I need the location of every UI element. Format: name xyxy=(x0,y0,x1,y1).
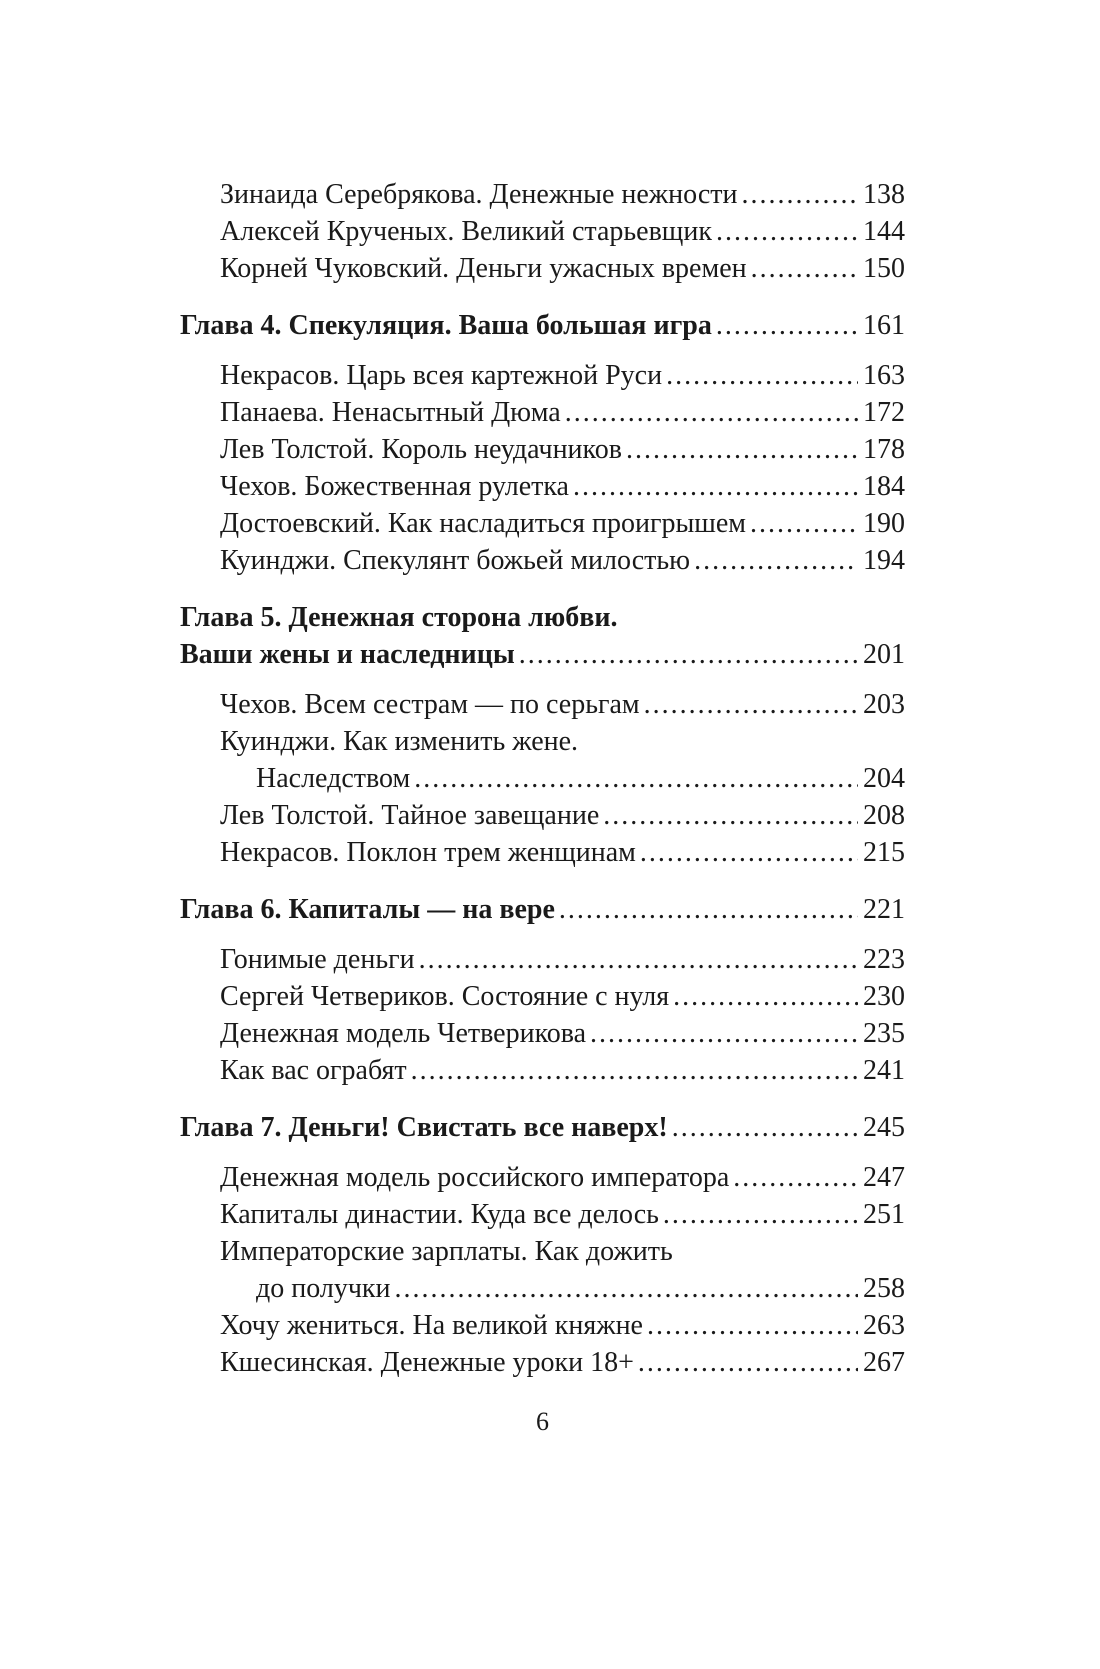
leader-dots xyxy=(647,1307,858,1344)
toc-entry xyxy=(180,1052,905,1089)
toc-line xyxy=(180,431,905,468)
toc-entry xyxy=(180,394,905,431)
toc-entry-text: Достоевский. Как насладиться проигрышем xyxy=(220,508,747,539)
leader-dots xyxy=(666,357,858,394)
toc-entry-text: Зинаида Серебрякова. Денежные нежности xyxy=(220,179,738,210)
toc-page-number: 221 xyxy=(863,894,905,925)
toc-page-number: 263 xyxy=(863,1310,905,1341)
toc-page-number: 258 xyxy=(863,1273,905,1304)
toc-line xyxy=(180,636,905,673)
leader-dots xyxy=(663,1196,858,1233)
toc-line xyxy=(180,394,905,431)
toc-entry-text: Гонимые деньги xyxy=(220,944,415,975)
toc-page-number: 230 xyxy=(863,981,905,1012)
toc-line xyxy=(180,1344,905,1381)
leader-dots xyxy=(638,1344,858,1381)
toc-page-number: 201 xyxy=(863,639,905,670)
toc-line xyxy=(180,941,905,978)
toc-entry-text: Куинджи. Спекулянт божьей милостью xyxy=(220,545,691,576)
toc-line xyxy=(180,978,905,1015)
toc-page-number: 194 xyxy=(863,545,905,576)
toc-line xyxy=(180,1015,905,1052)
leader-dots xyxy=(750,505,858,542)
toc-page-number: 223 xyxy=(863,944,905,975)
leader-dots xyxy=(419,941,858,978)
toc-line xyxy=(180,686,905,723)
toc-page-number: 235 xyxy=(863,1018,905,1049)
toc-page-number: 204 xyxy=(863,763,905,794)
toc-line xyxy=(180,505,905,542)
toc-entry-text: Куинджи. Как изменить жене. xyxy=(220,726,579,757)
toc-line xyxy=(180,760,905,797)
toc-page-number: 150 xyxy=(863,253,905,284)
toc-entry-text: Наследством xyxy=(256,763,411,794)
toc-page-number: 267 xyxy=(863,1347,905,1378)
toc-line xyxy=(180,834,905,871)
toc-page-number: 208 xyxy=(863,800,905,831)
toc-line xyxy=(180,176,905,213)
toc-entry xyxy=(180,797,905,834)
leader-dots xyxy=(603,797,858,834)
toc-entry xyxy=(180,1015,905,1052)
toc-entry xyxy=(180,1344,905,1381)
toc-line xyxy=(180,307,905,344)
toc-entry-text: Денежная модель российского императора xyxy=(220,1162,730,1193)
toc-entry-text: Глава 7. Деньги! Свистать все наверх! xyxy=(180,1112,668,1143)
toc-page-number: 144 xyxy=(863,216,905,247)
toc-line xyxy=(180,468,905,505)
leader-dots xyxy=(626,431,858,468)
toc-line xyxy=(180,599,905,636)
toc-entry-text: Корней Чуковский. Деньги ужасных времен xyxy=(220,253,747,284)
toc-page-number: 245 xyxy=(863,1112,905,1143)
toc-page-number: 161 xyxy=(863,310,905,341)
toc-entry-text: Хочу жениться. На великой княжне xyxy=(220,1310,643,1341)
leader-dots xyxy=(590,1015,858,1052)
toc-entry-text: Денежная модель Четверикова xyxy=(220,1018,587,1049)
toc-entry xyxy=(180,542,905,579)
toc-entry-text: Алексей Крученых. Великий старьевщик xyxy=(220,216,712,247)
leader-dots xyxy=(565,394,858,431)
toc-page-number: 172 xyxy=(863,397,905,428)
toc-chapter xyxy=(180,599,905,673)
toc-page-number: 215 xyxy=(863,837,905,868)
leader-dots xyxy=(741,176,858,213)
leader-dots xyxy=(672,1109,858,1146)
leader-dots xyxy=(414,760,858,797)
toc-line xyxy=(180,1109,905,1146)
toc-entry-text: Капиталы династии. Куда все делось xyxy=(220,1199,659,1230)
leader-dots xyxy=(640,834,858,871)
leader-dots xyxy=(559,891,858,928)
toc-line xyxy=(180,250,905,287)
toc-entry xyxy=(180,505,905,542)
toc-page-number: 138 xyxy=(863,179,905,210)
leader-dots xyxy=(751,250,858,287)
toc-chapter xyxy=(180,891,905,928)
leader-dots xyxy=(519,636,858,673)
leader-dots xyxy=(733,1159,858,1196)
toc-entry xyxy=(180,978,905,1015)
toc-line xyxy=(180,797,905,834)
toc-entry xyxy=(180,686,905,723)
leader-dots xyxy=(644,686,858,723)
page-number: 6 xyxy=(536,1407,549,1436)
toc-page-number: 241 xyxy=(863,1055,905,1086)
toc-entry xyxy=(180,1307,905,1344)
toc-page-number: 203 xyxy=(863,689,905,720)
toc-entry-text: Сергей Четвериков. Состояние с нуля xyxy=(220,981,670,1012)
toc-line xyxy=(180,1307,905,1344)
toc-entry-text: Лев Толстой. Король неудачников xyxy=(220,434,622,465)
toc-entry-text: Панаева. Ненасытный Дюма xyxy=(220,397,561,428)
toc-chapter xyxy=(180,307,905,344)
toc-list xyxy=(180,176,905,1381)
toc-entry xyxy=(180,1233,905,1307)
toc-entry-text: Чехов. Всем сестрам — по серьгам xyxy=(220,689,640,720)
toc-entry xyxy=(180,941,905,978)
toc-chapter xyxy=(180,1109,905,1146)
toc-entry-text: Чехов. Божественная рулетка xyxy=(220,471,569,502)
toc-entry-text: Как вас ограбят xyxy=(220,1055,407,1086)
toc-line xyxy=(180,357,905,394)
toc-entry-text: Кшесинская. Денежные уроки 18+ xyxy=(220,1347,634,1378)
toc-entry xyxy=(180,431,905,468)
leader-dots xyxy=(573,468,858,505)
toc-entry xyxy=(180,250,905,287)
toc-entry-text: Некрасов. Поклон трем женщинам xyxy=(220,837,636,868)
toc-line xyxy=(180,1159,905,1196)
toc-line xyxy=(180,1270,905,1307)
toc-line xyxy=(180,891,905,928)
toc-line xyxy=(180,213,905,250)
toc-page-number: 184 xyxy=(863,471,905,502)
toc-line xyxy=(180,1196,905,1233)
toc-entry-text: Императорские зарплаты. Как дожить xyxy=(220,1236,673,1267)
toc-line xyxy=(180,542,905,579)
toc-entry xyxy=(180,1159,905,1196)
leader-dots xyxy=(673,978,858,1015)
toc-entry xyxy=(180,357,905,394)
toc-entry xyxy=(180,1196,905,1233)
toc-page-number: 178 xyxy=(863,434,905,465)
leader-dots xyxy=(395,1270,858,1307)
toc-page-number: 251 xyxy=(863,1199,905,1230)
leader-dots xyxy=(716,307,858,344)
toc-entry-text: Лев Толстой. Тайное завещание xyxy=(220,800,600,831)
toc-entry xyxy=(180,723,905,797)
toc-entry-text: Глава 4. Спекуляция. Ваша большая игра xyxy=(180,310,712,341)
toc-page-number: 163 xyxy=(863,360,905,391)
toc-entry-text: Некрасов. Царь всея картежной Руси xyxy=(220,360,663,391)
toc-line xyxy=(180,1052,905,1089)
toc-page-number: 247 xyxy=(863,1162,905,1193)
toc-entry xyxy=(180,213,905,250)
leader-dots xyxy=(411,1052,858,1089)
toc-entry-text: до получки xyxy=(256,1273,391,1304)
toc-page-number: 190 xyxy=(863,508,905,539)
toc-line xyxy=(180,723,905,760)
leader-dots xyxy=(694,542,858,579)
leader-dots xyxy=(716,213,858,250)
toc-entry xyxy=(180,834,905,871)
toc-entry xyxy=(180,468,905,505)
toc-line xyxy=(180,1233,905,1270)
toc-entry-text: Ваши жены и наследницы xyxy=(180,639,515,670)
toc-entry-text: Глава 5. Денежная сторона любви. xyxy=(180,602,618,633)
toc-entry xyxy=(180,176,905,213)
toc-entry-text: Глава 6. Капиталы — на вере xyxy=(180,894,555,925)
